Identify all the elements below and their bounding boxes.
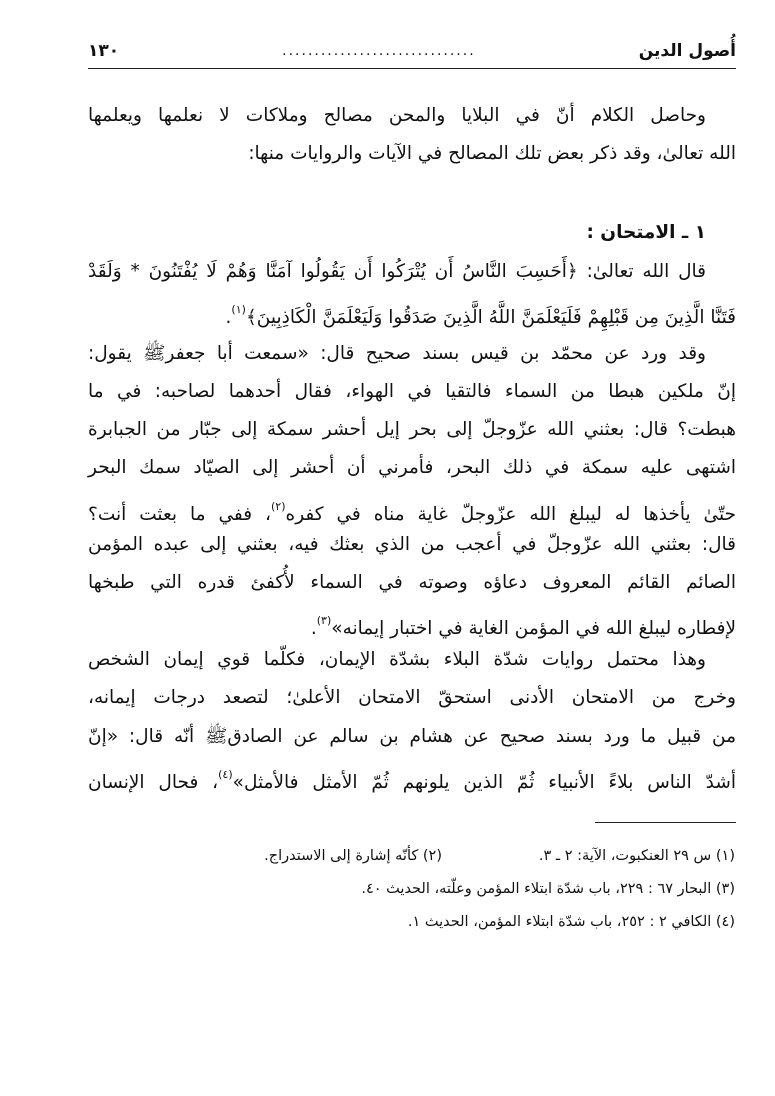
line-text: من قبيل ما ورد بسند صحيح عن هشام بن سالم عن الصادقﷺ أنّه قال: «إنّ	[88, 726, 736, 747]
text-line	[88, 645, 736, 675]
text-line	[88, 101, 736, 131]
line-text-after: .	[225, 307, 232, 328]
line-text: الصائم القائم المعروف دعاؤه وصوته في السماء لأُكفئ قدره التي طبخها	[88, 572, 736, 593]
book-title: أُصول الدين	[638, 41, 736, 61]
line-text: ١ ـ الامتحان :	[586, 222, 706, 243]
text-line	[88, 722, 736, 752]
text-line	[88, 295, 736, 333]
footnote-ref: (٢)	[270, 500, 286, 513]
line-text: وحاصل الكلام أنّ في البلايا والمحن مصالح وملاكات لا نعلمها ويعلمها	[88, 105, 706, 126]
footnote-ref: (٣)	[316, 614, 332, 627]
text-line	[88, 339, 736, 369]
text-line	[88, 606, 736, 644]
line-text-after: ، فحال الإنسان	[88, 772, 219, 793]
text-line	[88, 377, 736, 407]
line-text: قال: بعثني الله عزّوجلّ في أعجب من الذي بعثك فيه، بعثني إلى عبده المؤمن	[88, 534, 736, 555]
line-text-after: .	[310, 618, 317, 639]
leader-dots: ..............................	[282, 43, 476, 59]
text-line	[88, 568, 736, 598]
page-header	[88, 34, 736, 69]
footnote-1: (١) س ٢٩ العنكبوت، الآية: ٢ ـ ٣.	[538, 848, 735, 864]
footnote-divider	[595, 822, 736, 823]
line-text: وقد ورد عن محمّد بن قيس بسند صحيح قال: «سمعت أبا جعفرﷺ يقول:	[88, 343, 706, 364]
line-text: إنّ ملكين هبطا من السماء فالتقيا في الهواء، فقال أحدهما لصاحبه: في ما	[88, 381, 736, 402]
text-line	[88, 530, 736, 560]
footnote-2: (٢) كأنّه إشارة إلى الاستدراج.	[264, 848, 442, 864]
text-line	[88, 415, 736, 445]
page-number: ١٣٠	[88, 41, 120, 61]
footnote-4: (٤) الكافي ٢ : ٢٥٢، باب شدّة ابتلاء المؤمن، الحديث ١.	[407, 914, 735, 930]
text-line	[88, 139, 736, 169]
text-line	[88, 760, 736, 798]
text-line	[88, 453, 736, 483]
line-text: لإفطاره ليبلغ الله في المؤمن الغاية في اختبار إيمانه»	[331, 618, 736, 639]
text-line	[88, 683, 736, 713]
line-text: هبطت؟ قال: بعثني الله عزّوجلّ إلى بحر إيل أحشر سمكة إلى جبّار من الجبابرة	[88, 419, 736, 440]
line-text: أشدّ الناس بلاءً الأنبياء ثُمّ الذين يلونهم ثُمّ الأمثل فالأمثل»	[232, 772, 736, 793]
line-text: وهذا محتمل روايات شدّة البلاء بشدّة الإيمان، فكلّما قوي إيمان الشخص	[88, 649, 706, 670]
footnote-ref: (٤)	[218, 768, 233, 781]
line-text: قال الله تعالىٰ: ﴿أَحَسِبَ النَّاسُ أَن يُتْرَكُوا أَن يَقُولُوا آمَنَّا وَهُمْ لَا يُفْتَنُونَ * وَلَقَدْ	[88, 261, 706, 282]
line-text: وخرج من الامتحان الأدنى استحقّ الامتحان الأعلىٰ؛ لتصعد درجات إيمانه،	[88, 687, 736, 708]
line-text: فَتَنَّا الَّذِينَ مِن قَبْلِهِمْ فَلَيَعْلَمَنَّ اللَّهُ الَّذِينَ صَدَقُوا وَلَيَعْلَمَنَّ الْكَاذِبِينَ﴾	[245, 307, 736, 328]
section-heading	[88, 218, 736, 248]
footnote-3: (٣) البحار ٦٧ : ٢٢٩، باب شدّة ابتلاء المؤمن وعلّته، الحديث ٤٠.	[361, 881, 735, 897]
text-line	[88, 492, 736, 530]
text-line	[88, 257, 736, 287]
line-text-after: ، ففي ما بعثت أنت؟	[88, 504, 271, 525]
line-text: اشتهى عليه سمكة في ذلك البحر، فأمرني أن أحشر إلى الصيّاد سمك البحر	[88, 457, 736, 478]
line-text: حتّىٰ يأخذها له ليبلغ الله عزّوجلّ غاية مناه في كفره	[285, 504, 736, 525]
footnote-ref: (١)	[231, 303, 246, 316]
line-text: الله تعالىٰ، وقد ذكر بعض تلك المصالح في الآيات والروايات منها:	[248, 143, 736, 164]
